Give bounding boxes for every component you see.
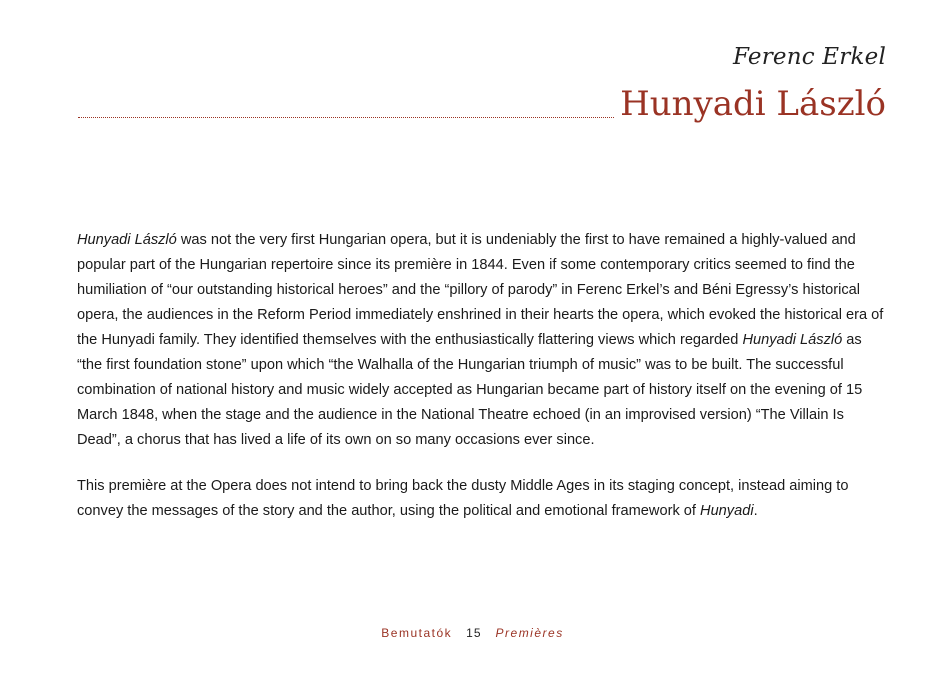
opera-short-title-italic: Hunyadi: [700, 503, 754, 519]
footer-section-hungarian: Bemutatók: [381, 626, 453, 640]
paragraph-1-text-b: as “the first foundation stone” upon which “the Walhalla of the Hungarian triumph of music” was to be built. The successful combination of national history and music widely accepted as Hungarian became part of history itself on the evening of 15 March 1848, when the stage and the audience in the National Theatre echoed (in an improvised version) “The Villain Is Dead”, a chorus that has lived a life of its own on so many occasions ever since.: [77, 332, 863, 448]
composer-name: Ferenc Erkel: [732, 44, 886, 70]
body-text: [77, 228, 887, 545]
paragraph-2-text-a: This première at the Opera does not intend to bring back the dusty Middle Ages in its staging concept, instead aiming to convey the messages of the story and the author, using the political and emotional framework of: [77, 478, 849, 519]
paragraph-1-text-a: was not the very first Hungarian opera, but it is undeniably the first to have remained a highly-valued and popular part of the Hungarian repertoire since its première in 1844. Even if some contemporary critics seemed to find the humiliation of “our outstanding historical heroes” and the “pillory of parody” in Ferenc Erkel’s and Béni Egressy’s historical opera, the audiences in the Reform Period immediately enshrined in their hearts the opera, which evoked the historical era of the Hunyadi family. They identified themselves with the enthusiastically flattering views which regarded: [77, 232, 884, 348]
paragraph-1: [77, 228, 887, 453]
paragraph-2: [77, 474, 887, 524]
opera-title: Hunyadi László: [620, 84, 886, 124]
paragraph-2-text-b: .: [753, 503, 758, 519]
opera-title-italic: Hunyadi László: [77, 232, 177, 248]
page-number: 15: [466, 626, 482, 640]
footer-section-english: Premières: [495, 626, 564, 640]
title-row: [78, 80, 886, 124]
page-footer: [0, 626, 945, 640]
dotted-rule: [78, 117, 614, 118]
opera-title-italic: Hunyadi László: [742, 332, 843, 348]
